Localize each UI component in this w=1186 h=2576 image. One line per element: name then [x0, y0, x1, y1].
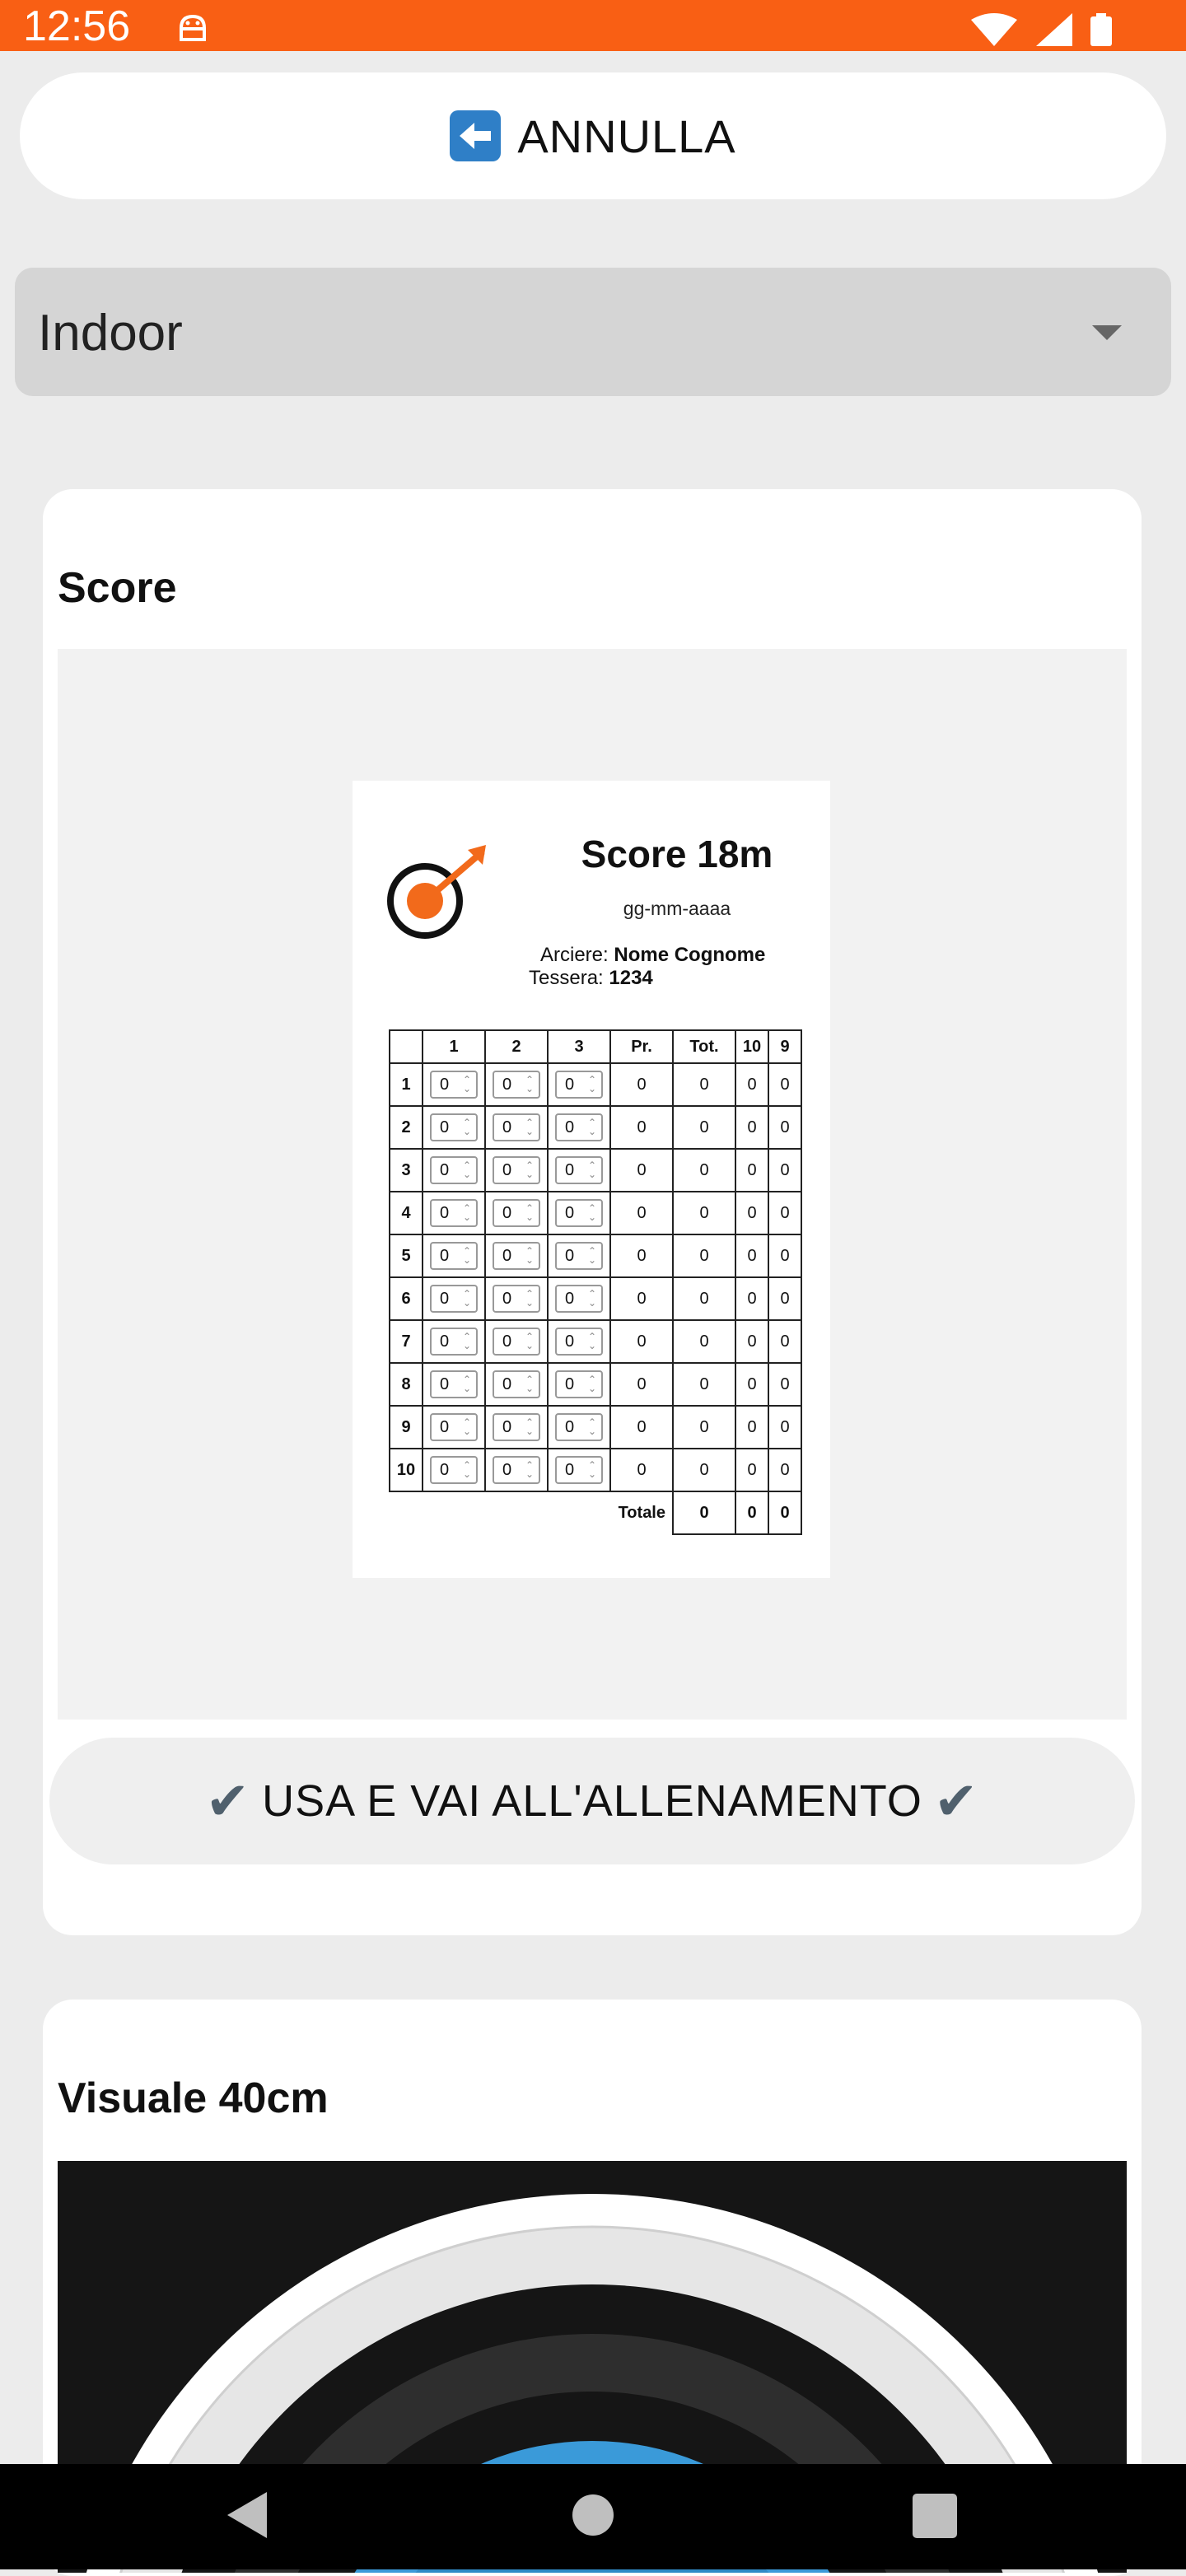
partial-score: 0 [610, 1192, 673, 1234]
score-card-title: Score [58, 564, 177, 612]
nines-count: 0 [768, 1449, 801, 1491]
arrow-score-input[interactable] [493, 1199, 540, 1227]
arrow-cell [423, 1406, 485, 1449]
nines-count: 0 [768, 1106, 801, 1149]
arrow-cell [548, 1363, 610, 1406]
partial-score: 0 [610, 1449, 673, 1491]
nines-count: 0 [768, 1277, 801, 1320]
arrow-cell [485, 1234, 548, 1277]
arrow-cell [548, 1449, 610, 1491]
tens-count: 0 [735, 1406, 768, 1449]
arrow-score-value: 0 [502, 1076, 512, 1094]
target-card-title: Visuale 40cm [58, 2074, 329, 2122]
arrow-score-input[interactable] [493, 1113, 540, 1141]
tessera-label: Tessera: [529, 967, 604, 989]
partial-score: 0 [610, 1363, 673, 1406]
arciere-name: Nome Cognome [614, 944, 766, 966]
nines-count: 0 [768, 1234, 801, 1277]
partial-score: 0 [610, 1063, 673, 1106]
tens-count: 0 [735, 1277, 768, 1320]
spinner-icon[interactable]: ⌃ ⌄ [588, 1074, 597, 1094]
battery-icon [1090, 13, 1112, 46]
tens-count: 0 [735, 1106, 768, 1149]
wifi-icon [971, 13, 1017, 46]
spinner-icon[interactable]: ⌃ ⌄ [463, 1160, 472, 1180]
end-number: 6 [390, 1277, 423, 1320]
arrow-score-input[interactable] [493, 1071, 540, 1099]
tens-count: 0 [735, 1449, 768, 1491]
spinner-icon[interactable]: ⌃ ⌄ [463, 1288, 472, 1309]
score-row [390, 1363, 801, 1406]
arrow-score-input[interactable] [430, 1456, 478, 1484]
total-score: 0 [673, 1192, 735, 1234]
partial-score: 0 [610, 1149, 673, 1192]
end-number: 7 [390, 1320, 423, 1363]
category-select-value: Indoor [38, 305, 183, 362]
score-row [390, 1149, 801, 1192]
arrow-score-input[interactable] [493, 1242, 540, 1270]
score-row [390, 1063, 801, 1106]
arrow-cell [423, 1063, 485, 1106]
arrow-score-value: 0 [565, 1290, 575, 1308]
arrow-score-input[interactable] [430, 1242, 478, 1270]
total-score: 0 [673, 1063, 735, 1106]
header-cell: 2 [485, 1030, 548, 1063]
use-and-go-button[interactable] [49, 1738, 1135, 1864]
chevron-down-icon [1092, 325, 1122, 340]
tens-count: 0 [735, 1234, 768, 1277]
nines-count: 0 [768, 1320, 801, 1363]
score-row [390, 1106, 801, 1149]
header-cell: 10 [735, 1030, 768, 1063]
score-row [390, 1406, 801, 1449]
arrow-cell [485, 1277, 548, 1320]
partial-score: 0 [610, 1234, 673, 1277]
sheet-tessera [529, 967, 653, 990]
sheet-date[interactable]: gg-mm-aaaa [623, 898, 731, 919]
spinner-icon[interactable]: ⌃ ⌄ [463, 1202, 472, 1223]
left-arrow-icon [450, 110, 501, 161]
arrow-score-value: 0 [502, 1204, 512, 1222]
arrow-cell [548, 1063, 610, 1106]
spinner-icon[interactable]: ⌃ ⌄ [463, 1074, 472, 1094]
status-icons [956, 13, 1112, 46]
partial-score: 0 [610, 1106, 673, 1149]
totale-9: 0 [768, 1491, 801, 1534]
arrow-score-input[interactable] [493, 1285, 540, 1313]
spinner-icon[interactable]: ⌃ ⌄ [588, 1416, 597, 1437]
arrow-score-value: 0 [440, 1247, 450, 1265]
spinner-icon[interactable]: ⌃ ⌄ [525, 1331, 535, 1351]
arrow-score-input[interactable] [555, 1113, 603, 1141]
arrow-cell [485, 1149, 548, 1192]
totale-10: 0 [735, 1491, 768, 1534]
arrow-score-value: 0 [440, 1461, 450, 1479]
tens-count: 0 [735, 1149, 768, 1192]
total-score: 0 [673, 1363, 735, 1406]
spinner-icon[interactable]: ⌃ ⌄ [463, 1331, 472, 1351]
arrow-score-input[interactable] [430, 1113, 478, 1141]
nines-count: 0 [768, 1192, 801, 1234]
nines-count: 0 [768, 1406, 801, 1449]
arrow-score-value: 0 [440, 1290, 450, 1308]
score-table [389, 1029, 802, 1535]
arrow-cell [485, 1106, 548, 1149]
score-row [390, 1277, 801, 1320]
partial-score: 0 [610, 1406, 673, 1449]
header-cell: 3 [548, 1030, 610, 1063]
header-cell: 9 [768, 1030, 801, 1063]
arrow-score-input[interactable] [493, 1328, 540, 1356]
arrow-score-value: 0 [565, 1076, 575, 1094]
arrow-cell [548, 1406, 610, 1449]
totals-row [390, 1491, 801, 1534]
arrow-score-input[interactable] [430, 1285, 478, 1313]
arrow-cell [423, 1149, 485, 1192]
total-score: 0 [673, 1277, 735, 1320]
total-score: 0 [673, 1234, 735, 1277]
check-mark-icon: ✔ [205, 1771, 251, 1831]
tens-count: 0 [735, 1320, 768, 1363]
cancel-button[interactable] [20, 72, 1166, 199]
totale-label: Totale [618, 1504, 665, 1522]
back-triangle-icon[interactable] [224, 2490, 270, 2540]
arrow-cell [548, 1277, 610, 1320]
arrow-score-value: 0 [565, 1461, 575, 1479]
arrow-cell [423, 1192, 485, 1234]
arrow-cell [485, 1363, 548, 1406]
score-row [390, 1192, 801, 1234]
arrow-cell [485, 1063, 548, 1106]
end-number: 2 [390, 1106, 423, 1149]
score-preview[interactable] [58, 649, 1127, 1720]
arrow-score-value: 0 [502, 1461, 512, 1479]
arrow-score-input[interactable] [493, 1156, 540, 1184]
header-cell [390, 1030, 423, 1063]
arrow-cell [485, 1449, 548, 1491]
spinner-icon[interactable]: ⌃ ⌄ [525, 1117, 535, 1137]
arrow-cell [423, 1363, 485, 1406]
use-button-label: USA E VAI ALL'ALLENAMENTO [262, 1776, 922, 1826]
arrow-score-value: 0 [440, 1161, 450, 1179]
arrow-score-value: 0 [502, 1161, 512, 1179]
header-cell: Pr. [610, 1030, 673, 1063]
arrow-score-input[interactable] [555, 1242, 603, 1270]
tens-count: 0 [735, 1192, 768, 1234]
arrow-score-value: 0 [502, 1332, 512, 1351]
home-circle-icon[interactable] [572, 2494, 614, 2536]
total-score: 0 [673, 1406, 735, 1449]
arrow-cell [423, 1449, 485, 1491]
arrow-score-value: 0 [565, 1418, 575, 1436]
status-time: 12:56 [23, 2, 131, 50]
score-row [390, 1320, 801, 1363]
header-cell: Tot. [673, 1030, 735, 1063]
spinner-icon[interactable]: ⌃ ⌄ [588, 1160, 597, 1180]
end-number: 1 [390, 1063, 423, 1106]
spinner-icon[interactable]: ⌃ ⌄ [588, 1459, 597, 1480]
spinner-icon[interactable]: ⌃ ⌄ [525, 1416, 535, 1437]
score-row [390, 1234, 801, 1277]
arrow-score-input[interactable] [555, 1370, 603, 1398]
sheet-arciere [540, 944, 765, 967]
total-score: 0 [673, 1106, 735, 1149]
android-robot-icon [176, 12, 209, 49]
end-number: 5 [390, 1234, 423, 1277]
arrow-cell [423, 1234, 485, 1277]
partial-score: 0 [610, 1277, 673, 1320]
totale-tot: 0 [673, 1491, 735, 1534]
arrow-score-input[interactable] [430, 1071, 478, 1099]
score-header-row [390, 1030, 801, 1063]
spinner-icon[interactable]: ⌃ ⌄ [588, 1245, 597, 1266]
arrow-cell [485, 1406, 548, 1449]
spinner-icon[interactable]: ⌃ ⌄ [525, 1074, 535, 1094]
spinner-icon[interactable]: ⌃ ⌄ [588, 1117, 597, 1137]
arrow-score-input[interactable] [430, 1413, 478, 1441]
arrow-score-input[interactable] [555, 1156, 603, 1184]
spinner-icon[interactable]: ⌃ ⌄ [463, 1459, 472, 1480]
header-cell: 1 [423, 1030, 485, 1063]
spinner-icon[interactable]: ⌃ ⌄ [525, 1459, 535, 1480]
arrow-score-input[interactable] [555, 1328, 603, 1356]
cancel-button-label: ANNULLA [517, 110, 736, 162]
arrow-cell [485, 1192, 548, 1234]
arrow-score-input[interactable] [555, 1413, 603, 1441]
spinner-icon[interactable]: ⌃ ⌄ [525, 1288, 535, 1309]
nines-count: 0 [768, 1063, 801, 1106]
end-number: 4 [390, 1192, 423, 1234]
arrow-score-input[interactable] [493, 1370, 540, 1398]
tens-count: 0 [735, 1063, 768, 1106]
arrow-cell [548, 1149, 610, 1192]
end-number: 9 [390, 1406, 423, 1449]
spinner-icon[interactable]: ⌃ ⌄ [525, 1202, 535, 1223]
signal-icon [1036, 13, 1072, 46]
nines-count: 0 [768, 1149, 801, 1192]
arrow-cell [423, 1277, 485, 1320]
arrow-score-value: 0 [502, 1247, 512, 1265]
arrow-score-value: 0 [565, 1332, 575, 1351]
status-bar [0, 0, 1186, 51]
arrow-score-value: 0 [502, 1118, 512, 1136]
spinner-icon[interactable]: ⌃ ⌄ [525, 1374, 535, 1394]
arrow-score-value: 0 [440, 1418, 450, 1436]
spinner-icon[interactable]: ⌃ ⌄ [588, 1202, 597, 1223]
score-sheet [353, 781, 830, 1578]
arrow-score-input[interactable] [430, 1328, 478, 1356]
arrow-score-value: 0 [502, 1290, 512, 1308]
spinner-icon[interactable]: ⌃ ⌄ [463, 1416, 472, 1437]
arrow-cell [423, 1106, 485, 1149]
total-score: 0 [673, 1149, 735, 1192]
score-card [43, 489, 1142, 1935]
nines-count: 0 [768, 1363, 801, 1406]
arrow-cell [548, 1320, 610, 1363]
end-number: 8 [390, 1363, 423, 1406]
arrow-score-value: 0 [565, 1118, 575, 1136]
arrow-score-value: 0 [502, 1418, 512, 1436]
navigation-bar [0, 2464, 1186, 2569]
arrow-score-value: 0 [440, 1332, 450, 1351]
arrow-score-input[interactable] [430, 1370, 478, 1398]
arrow-score-value: 0 [565, 1247, 575, 1265]
arrow-score-value: 0 [440, 1076, 450, 1094]
arrow-cell [423, 1320, 485, 1363]
arrow-score-value: 0 [440, 1375, 450, 1393]
score-row [390, 1449, 801, 1491]
check-mark-icon: ✔ [933, 1771, 979, 1831]
target-arrow-icon [385, 843, 493, 954]
spinner-icon[interactable]: ⌃ ⌄ [463, 1374, 472, 1394]
arrow-score-value: 0 [440, 1204, 450, 1222]
arrow-score-value: 0 [502, 1375, 512, 1393]
spinner-icon[interactable]: ⌃ ⌄ [463, 1117, 472, 1137]
spinner-icon[interactable]: ⌃ ⌄ [588, 1374, 597, 1394]
arrow-score-input[interactable] [493, 1413, 540, 1441]
tens-count: 0 [735, 1363, 768, 1406]
arrow-cell [548, 1192, 610, 1234]
arrow-score-input[interactable] [555, 1285, 603, 1313]
sheet-title: Score 18m [581, 833, 773, 875]
arrow-score-input[interactable] [430, 1156, 478, 1184]
arrow-cell [548, 1106, 610, 1149]
tessera-value: 1234 [609, 967, 653, 989]
spinner-icon[interactable]: ⌃ ⌄ [525, 1245, 535, 1266]
arrow-cell [548, 1234, 610, 1277]
spinner-icon[interactable]: ⌃ ⌄ [588, 1331, 597, 1351]
total-score: 0 [673, 1320, 735, 1363]
arrow-score-input[interactable] [555, 1199, 603, 1227]
spinner-icon[interactable]: ⌃ ⌄ [588, 1288, 597, 1309]
end-number: 10 [390, 1449, 423, 1491]
arrow-score-value: 0 [565, 1204, 575, 1222]
arrow-score-value: 0 [565, 1375, 575, 1393]
arrow-score-input[interactable] [493, 1456, 540, 1484]
spinner-icon[interactable]: ⌃ ⌄ [525, 1160, 535, 1180]
arciere-label: Arciere: [540, 944, 609, 966]
category-select[interactable] [15, 268, 1171, 396]
total-score: 0 [673, 1449, 735, 1491]
arrow-score-value: 0 [565, 1161, 575, 1179]
arrow-score-input[interactable] [555, 1456, 603, 1484]
arrow-score-input[interactable] [430, 1199, 478, 1227]
arrow-score-value: 0 [440, 1118, 450, 1136]
arrow-cell [485, 1320, 548, 1363]
spinner-icon[interactable]: ⌃ ⌄ [463, 1245, 472, 1266]
arrow-score-input[interactable] [555, 1071, 603, 1099]
end-number: 3 [390, 1149, 423, 1192]
partial-score: 0 [610, 1320, 673, 1363]
recents-square-icon[interactable] [913, 2494, 957, 2538]
